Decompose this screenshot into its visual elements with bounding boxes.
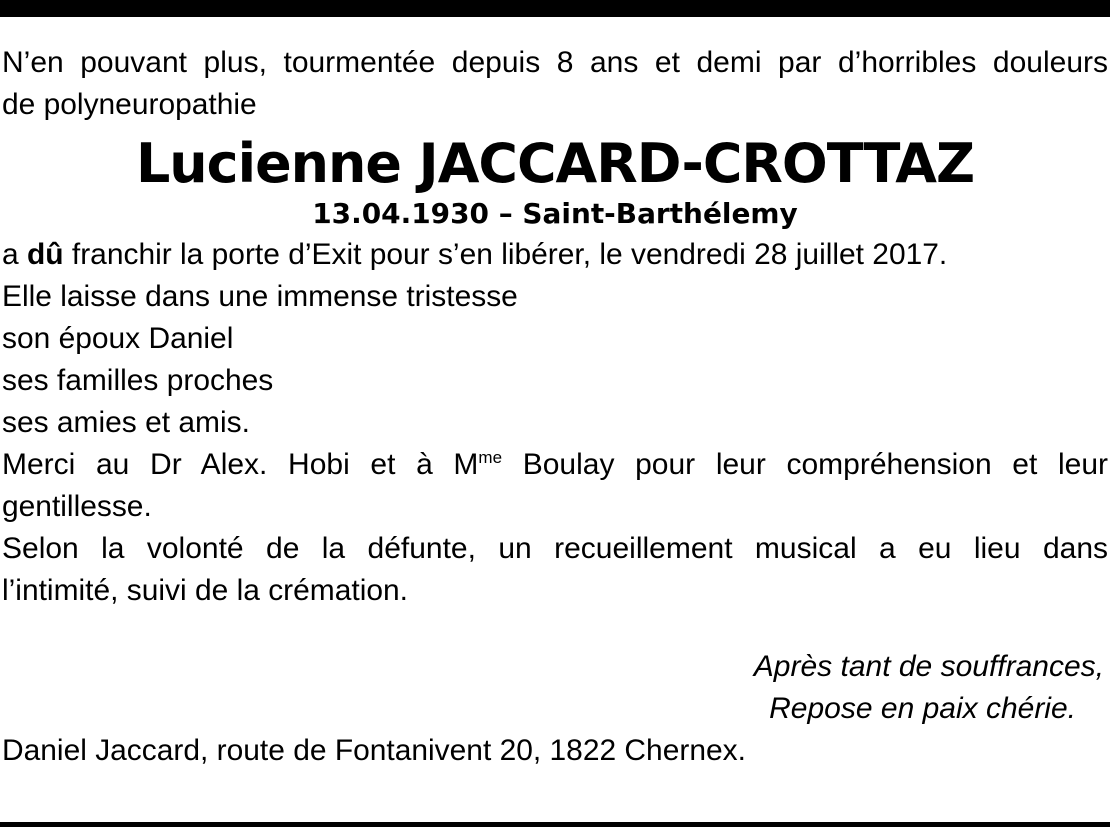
top-rule: [0, 0, 1110, 17]
survivor-families: ses familles proches: [2, 364, 274, 397]
body-du: dû: [26, 238, 64, 271]
body-a: a: [2, 238, 19, 271]
poem-line-2: Repose en paix chérie.: [769, 692, 1076, 725]
deceased-name: Lucienne JACCARD-CROTTAZ: [135, 132, 975, 195]
family-address: Daniel Jaccard, route de Fontanivent 20, 1822 Chernex.: [2, 734, 746, 767]
wish-line-2: l’intimité, suivi de la crémation.: [2, 574, 408, 607]
thanks-pre: Merci au Dr Alex. Hobi et à M: [2, 448, 479, 481]
thanks-sup: me: [478, 448, 503, 467]
thanks-post: Boulay pour leur compréhension et leur: [522, 448, 1108, 481]
survivor-friends: ses amies et amis.: [2, 406, 250, 439]
bottom-rule: [0, 822, 1110, 827]
obituary-notice: [2, 42, 1108, 772]
closing-poem: [2, 646, 1108, 730]
body-line: [2, 234, 1108, 276]
wish-line-1: Selon la volonté de la défunte, un recueillement musical a eu lieu dans: [2, 532, 1108, 565]
birth-date-place: 13.04.1930 – Saint-Barthélemy: [312, 197, 798, 230]
survivor-spouse: son époux Daniel: [2, 322, 234, 355]
intro-line-2: de polyneuropathie: [2, 88, 257, 121]
leaves-line: Elle laisse dans une immense tristesse: [2, 280, 518, 313]
thanks-line-1: [2, 444, 1108, 486]
body-rest: franchir la porte d’Exit pour s’en libérer, le vendredi 28 juillet 2017.: [71, 238, 948, 271]
intro-line-1: N’en pouvant plus, tourmentée depuis 8 ans et demi par d’horribles douleurs: [2, 46, 1108, 79]
thanks-line-2: gentillesse.: [2, 490, 152, 523]
poem-line-1: Après tant de souffrances,: [753, 650, 1104, 683]
